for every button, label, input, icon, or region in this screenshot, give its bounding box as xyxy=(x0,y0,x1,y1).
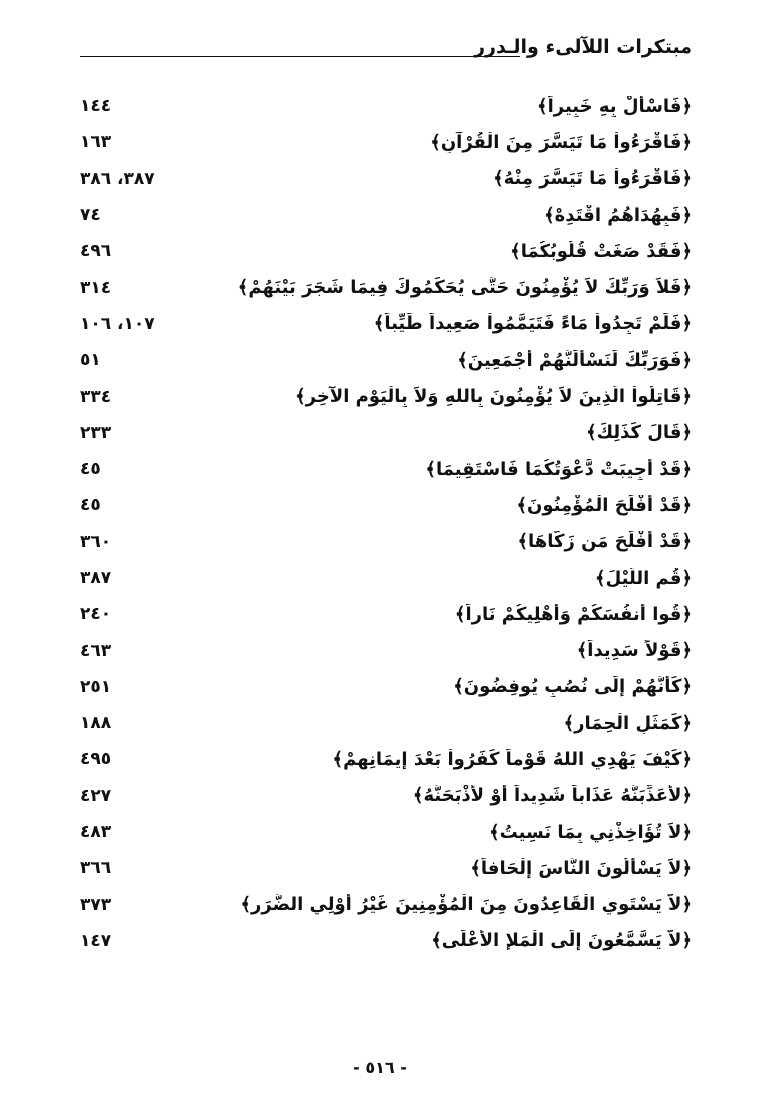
index-entry xyxy=(80,378,692,414)
page-reference: ١٤٧ xyxy=(80,930,112,951)
verse-text: ﴿قُوا أَنفُسَكُمْ وَأَهْلِيكُمْ نَاراً﴾ xyxy=(454,603,692,625)
verse-text: ﴿فَبِهُدَاهُمُ اقْتَدِهْ﴾ xyxy=(544,204,692,226)
page-reference: ١٠٧، ١٠٦ xyxy=(80,313,155,334)
index-entry xyxy=(80,161,692,197)
verse-text: ﴿فَقَدْ صَغَتْ قُلُوبُكُمَا﴾ xyxy=(510,240,692,262)
page-reference: ٢٥١ xyxy=(80,676,112,697)
verse-index-list xyxy=(80,88,692,959)
page-reference: ١٤٤ xyxy=(80,96,112,117)
verse-text: ﴿كَيْفَ يَهْدِي اللهُ قَوْماً كَفَرُواْ بَعْدَ إِيمَانِهِمْ﴾ xyxy=(332,748,692,770)
page-reference: ١٦٣ xyxy=(80,132,112,153)
index-entry xyxy=(80,342,692,378)
verse-text: ﴿قَدْ أَفْلَحَ مَن زَكَّاهَا﴾ xyxy=(517,531,692,553)
index-entry xyxy=(80,197,692,233)
page-reference: ٥١ xyxy=(80,350,101,371)
index-entry xyxy=(80,306,692,342)
index-entry xyxy=(80,233,692,269)
index-entry xyxy=(80,778,692,814)
verse-text: ﴿كَأَنَّهُمْ إِلَى نُصُبٍ يُوفِضُونَ﴾ xyxy=(453,676,692,698)
verse-text: ﴿قَالَ كَذَلِكَ﴾ xyxy=(586,422,692,444)
running-header xyxy=(80,30,692,64)
verse-text: ﴿قَدْ أُجِيبَتْ دَّعْوَتُكُمَا فَاسْتَقِيمَا﴾ xyxy=(425,458,692,480)
book-title: مبتكرات اللآلىء والـدرر xyxy=(474,36,692,58)
page-reference: ٣١٤ xyxy=(80,277,112,298)
index-entry xyxy=(80,669,692,705)
verse-text: ﴿فَاقْرَءُواْ مَا تَيَسَّرَ مِنْهُ﴾ xyxy=(493,168,692,190)
verse-text: ﴿فَوَرَبِّكَ لَنَسْأَلَنَّهُمْ أَجْمَعِينَ﴾ xyxy=(457,349,692,371)
page-reference: ٤٢٧ xyxy=(80,785,112,806)
index-entry xyxy=(80,632,692,668)
page-reference: ٢٤٠ xyxy=(80,604,112,625)
page-reference: ٤٩٦ xyxy=(80,241,112,262)
header-rule xyxy=(80,56,520,57)
page-reference: ٣٧٣ xyxy=(80,894,112,915)
page-reference: ٤٥ xyxy=(80,495,101,516)
page-reference: ٣٣٤ xyxy=(80,386,112,407)
page-reference: ٤٩٥ xyxy=(80,749,112,770)
verse-text: ﴿فَلاَ وَرَبِّكَ لاَ يُؤْمِنُونَ حَتَّى يُحَكِّمُوكَ فِيمَا شَجَرَ بَيْنَهُمْ﴾ xyxy=(237,277,692,299)
verse-text: ﴿فَاسْأَلْ بِهِ خَبِيراً﴾ xyxy=(537,95,692,117)
verse-text: ﴿فَلَمْ تَجِدُواْ مَاءً فَتَيَمَّمُواْ صَعِيداً طَيِّباً﴾ xyxy=(373,313,692,335)
index-entry xyxy=(80,814,692,850)
page-number: - ٥١٦ - xyxy=(353,1058,407,1077)
index-entry xyxy=(80,705,692,741)
verse-text: ﴿لاَّ يَسْتَوِي الْقَاعِدُونَ مِنَ الْمُؤْمِنِينَ غَيْرُ أُوْلِي الضَّرَرِ﴾ xyxy=(240,894,692,916)
index-entry xyxy=(80,596,692,632)
index-entry xyxy=(80,487,692,523)
index-entry xyxy=(80,124,692,160)
index-entry xyxy=(80,741,692,777)
verse-text: ﴿قَوْلاً سَدِيداً﴾ xyxy=(576,640,692,662)
page-reference: ٣٨٧ xyxy=(80,568,112,588)
verse-text: ﴿قَدْ أَفْلَحَ الْمُؤْمِنُونَ﴾ xyxy=(516,494,692,516)
index-entry xyxy=(80,850,692,886)
page-reference: ٣٦٦ xyxy=(80,858,112,879)
index-entry xyxy=(80,560,692,596)
verse-text: ﴿كَمَثَلِ الْحِمَارِ﴾ xyxy=(563,712,692,734)
index-entry xyxy=(80,923,692,959)
page-reference: ٢٣٣ xyxy=(80,422,112,443)
verse-text: ﴿قَاتِلُواْ الَّذِينَ لاَ يُؤْمِنُونَ بِاللهِ وَلاَ بِالْيَوْمِ الآخِرِ﴾ xyxy=(295,386,692,408)
index-entry xyxy=(80,269,692,305)
verse-text: ﴿فَاقْرَءُواْ مَا تَيَسَّرَ مِنَ الْقُرْآنِ﴾ xyxy=(430,131,692,153)
index-entry xyxy=(80,415,692,451)
page-reference: ٤٦٣ xyxy=(80,640,112,661)
index-entry xyxy=(80,88,692,124)
verse-text: ﴿لاَ يَسْأَلُونَ النَّاسَ إِلْحَافاً﴾ xyxy=(470,857,692,879)
verse-text: ﴿لاَ تُؤَاخِذْنِي بِمَا نَسِيتُ﴾ xyxy=(489,821,692,843)
index-entry xyxy=(80,887,692,923)
index-entry xyxy=(80,451,692,487)
page-reference: ٤٥ xyxy=(80,459,101,480)
verse-text: ﴿لاَّ يَسَّمَّعُونَ إِلَى الْمَلإِ الأَعْلَى﴾ xyxy=(431,930,692,952)
page-reference: ١٨٨ xyxy=(80,713,112,734)
verse-text: ﴿لأُعَذِّبَنَّهُ عَذَاباً شَدِيداً أَوْ لأَذْبَحَنَّهُ﴾ xyxy=(412,785,692,807)
index-entry xyxy=(80,524,692,560)
page-reference: ٣٦٠ xyxy=(80,531,112,552)
page-reference: ٤٨٣ xyxy=(80,822,112,843)
page-reference: ٣٨٧، ٣٨٦ xyxy=(80,168,155,189)
page-reference: ٧٤ xyxy=(80,205,101,226)
verse-text: ﴿قُمِ اللَّيْلَ﴾ xyxy=(595,567,692,589)
